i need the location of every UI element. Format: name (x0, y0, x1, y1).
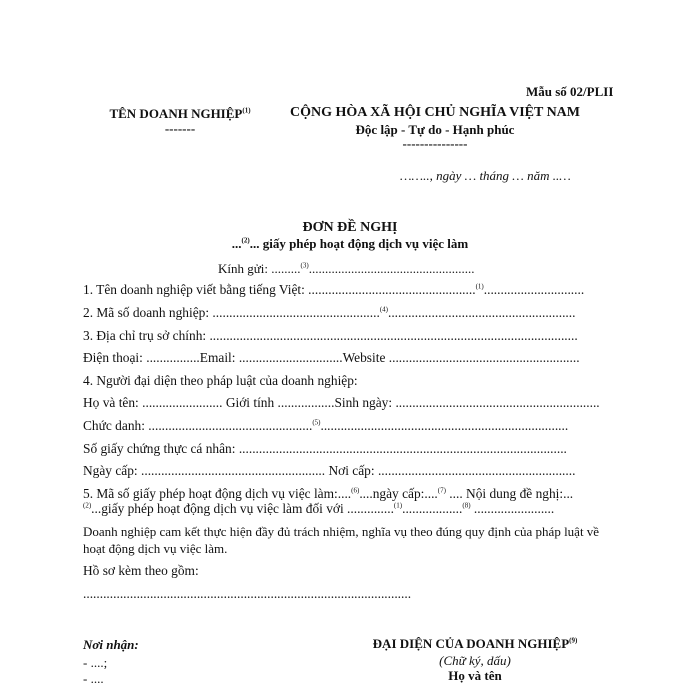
company-dashes: ------- (164, 121, 196, 136)
recipients-label: Nơi nhận: (83, 637, 139, 652)
attachments-label: Hồ sơ kèm theo gồm: (83, 563, 199, 578)
field-company-name: 1. Tên doanh nghiệp viết bằng tiếng Việt: ..................................................$^{(1)}$.............................. (83, 282, 585, 297)
date-line: …….., ngày … tháng … năm ..… (400, 168, 571, 183)
field-address: 3. Địa chỉ trụ sở chính: .............................................................................................................. (83, 328, 578, 343)
motto-dashes: --------------- (402, 136, 468, 151)
field-company-code: 2. Mã số doanh nghiệp: ..................................................$^{(4)}$........................................................ (83, 305, 576, 320)
signer-name-label: Họ và tên (448, 668, 502, 683)
company-footnote: (1) (242, 106, 251, 115)
field-rep-name: Họ và tên: ........................ Giới tính .................Sinh ngày: ............................................................. (83, 395, 600, 410)
field-issue-info: Ngày cấp: ....................................................... Nơi cấp: ........................................................... (83, 463, 576, 478)
national-motto: Độc lập - Tự do - Hạnh phúc (355, 122, 515, 137)
recipient-item-2: - .... (83, 671, 104, 686)
commitment-paragraph: Doanh nghiệp cam kết thực hiện đầy đủ trách nhiệm, nghĩa vụ theo đúng quy định của pháp luật về hoạt động dịch vụ việc làm. (83, 524, 600, 556)
signature-hint: (Chữ ký, dấu) (439, 653, 511, 668)
field-legal-rep-heading: 4. Người đại diện theo pháp luật của doanh nghiệp: (83, 373, 358, 388)
document-subtitle: ...$^{(2)}$... giấy phép hoạt động dịch vụ việc làm (231, 236, 469, 251)
document-title: ĐƠN ĐỀ NGHỊ (302, 220, 398, 235)
field-rep-title: Chức danh: .................................................$^{(5)}$.......................................................................... (83, 418, 569, 433)
field-license-request: $^{(2)}$...giấy phép hoạt động dịch vụ việc làm đối với ..............$^{(1)}$..................$^{(8)}$ ........................ (83, 501, 555, 516)
company-name-heading (90, 106, 270, 122)
recipient-line: Kính gửi: .........$^{(3)}$................................................... (218, 261, 475, 276)
attachments-line: .................................................................................................. (83, 586, 412, 601)
field-contact: Điện thoại: ................Email: ...............................Website ......................................................... (83, 350, 580, 365)
country-name: CỘNG HÒA XÃ HỘI CHỦ NGHĨA VIỆT NAM (289, 105, 580, 120)
form-number: Mẫu số 02/PLII (526, 84, 614, 99)
subtitle-footnote: (2) (241, 236, 250, 245)
recipient-item-1: - ....; (83, 655, 108, 670)
representative-heading: ĐẠI DIỆN CỦA DOANH NGHIỆP$^{(9)}$ (372, 636, 578, 651)
company-name: TÊN DOANH NGHIỆP (109, 106, 243, 121)
field-license-code: 5. Mã số giấy phép hoạt động dịch vụ việc làm:....$^{(6)}$....ngày cấp:....$^{(7)}$ .... Nội dung đề nghị:... (83, 486, 574, 501)
field-id-number: Số giấy chứng thực cá nhân: .................................................................................................. (83, 441, 567, 456)
